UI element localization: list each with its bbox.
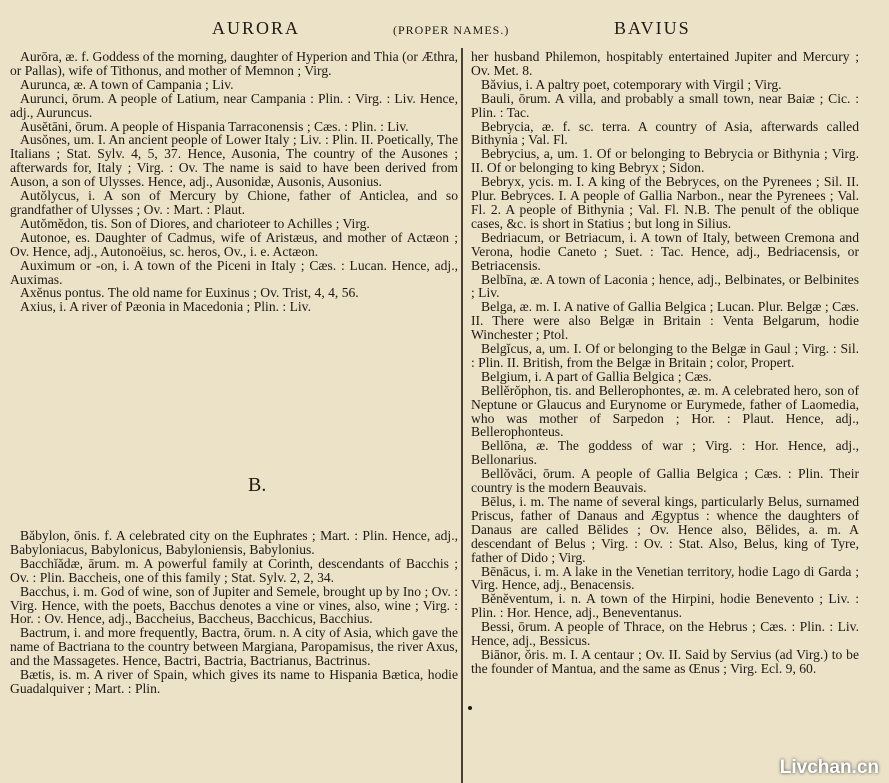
column-divider: [461, 48, 463, 783]
entry-benacus: Bēnācus, i. m. A lake in the Venetian territory, hodie Lago di Garda ; Virg. Hence, adj., Benacensis.: [471, 563, 859, 593]
header-left-word: AURORA: [212, 18, 301, 38]
entry-axenus: Axĕnus pontus. The old name for Euxinus ; Ov. Trist, 4, 4, 56.: [20, 285, 359, 301]
right-column: [471, 50, 859, 676]
entry-bebrycius: Bebrycius, a, um. 1. Of or belonging to Bebrycia or Bithynia ; Virg. II. Of or belonging to king Bebryx ; Sidon.: [471, 146, 859, 176]
header-right-word: BAVIUS: [614, 18, 691, 38]
entry-aurunci: Aurunci, ōrum. A people of Latium, near Campania : Plin. : Virg. : Liv. Hence, adj., Auruncus.: [10, 90, 458, 120]
entry-autonoe: Autonoe, es. Daughter of Cadmus, wife of Aristæus, and mother of Actæon ; Ov. Hence, adj., Autonoëius, sc. heros, Ov., i. e. Actæon.: [10, 229, 458, 259]
entry-baetis: Bætis, is. m. A river of Spain, which gives its name to Hispania Bætica, hodie Guadalquiver ; Mart. : Plin.: [10, 667, 458, 696]
entry-bacchus: Bacchus, i. m. God of wine, son of Jupiter and Semele, brought up by Ino ; Ov. : Virg. Hence, with the poets, Bacchus denotes a vine or vines, also, wine ; Virg. : Hor. : Ov. Hence, adj., Baccheius, Baccheus, Bacchicus, Bacchius.: [10, 583, 458, 627]
entry-bacchiadae: Bacchĭădæ, ārum. m. A powerful family at Corinth, descendants of Bacchis ; Ov. : Plin. Baccheis, one of this family ; Stat. Sylv. 2, 2, 34.: [10, 555, 458, 585]
entry-automedon: Autŏmĕdon, tis. Son of Diores, and charioteer to Achilles ; Virg.: [20, 215, 370, 231]
entry-bebrycia: Bebrycia, æ. f. sc. terra. A country of Asia, afterwards called Bithynia ; Val. Fl.: [471, 118, 859, 148]
entry-belbina: Belbīna, æ. A town of Laconia ; hence, adj., Belbinates, or Belbinites ; Liv.: [471, 271, 859, 301]
header-center-label: (PROPER NAMES.): [393, 23, 510, 37]
left-column-b: [10, 529, 458, 696]
watermark: Livchan.cn: [779, 757, 879, 778]
entry-ausones: Ausŏnes, um. I. An ancient people of Lower Italy ; Liv. : Plin. II. Poetically, The Italians ; Stat. Sylv. 4, 5, 37. Hence, Ausonia, The country of the Ausones ; afterwards for, Italy ; Virg. : Ov. The name is said to have been derived from Auson, a son of Ulysses. Hence, adj., Ausonidæ, Ausonis, Ausonius.: [10, 132, 458, 190]
entry-beneventum: Bĕnĕventum, i. n. A town of the Hirpini, hodie Benevento ; Liv. : Plin. : Hor. Hence, adj., Beneventanus.: [471, 591, 859, 621]
entry-aurunca: Aurunca, æ. A town of Campania ; Liv.: [20, 76, 234, 92]
running-header: [0, 18, 889, 48]
margin-dot: [468, 706, 472, 710]
entry-belgicus: Belgĭcus, a, um. I. Of or belonging to the Belgæ in Gaul ; Virg. : Sil. : Plin. II. British, from the Belgæ in Britain ; color, Propert.: [471, 341, 859, 370]
entry-belga: Belga, æ. m. I. A native of Gallia Belgica ; Lucan. Plur. Belgæ ; Cæs. II. There were also Belgæ in Britain : Venta Belgarum, hodie Winchester ; Ptol.: [471, 299, 859, 343]
entry-bellerophon: Bellĕrŏphon, tis. and Bellerophontes, æ. m. A celebrated hero, son of Neptune or Glaucus and Eurynome or Eurymede, father of Laomedia, who was mother of Sarpedon ; Hor. : Plaut. Hence, adj., Bellerophonteus.: [471, 382, 859, 440]
section-heading-b: B.: [248, 474, 267, 496]
entry-bedriacum: Bedriacum, or Betriacum, i. A town of Italy, between Cremona and Verona, hodie Caneto ; Suet. : Tac. Hence, adj., Bedriacensis, or Betriacensis.: [471, 229, 859, 273]
entry-bessi: Bessi, ōrum. A people of Thrace, on the Hebrus ; Cæs. : Plin. : Liv. Hence, adj., Bessicus.: [471, 619, 859, 649]
entry-ausetani: Ausĕtāni, ōrum. A people of Hispania Tarraconensis ; Cæs. : Plin. : Liv.: [20, 118, 409, 134]
entry-baucis-continued: her husband Philemon, hospitably entertained Jupiter and Mercury ; Ov. Met. 8.: [471, 49, 859, 78]
entry-bauli: Bauli, ōrum. A villa, and probably a small town, near Baiæ ; Cic. : Plin. : Tac.: [471, 90, 859, 120]
entry-bianor: Biānor, ŏris. m. I. A centaur ; Ov. II. Said by Servius (ad Virg.) to be the founder of Mantua, and the same as Œnus ; Virg. Ecl. 9, 60.: [471, 646, 859, 676]
entry-bactrum: Bactrum, i. and more frequently, Bactra, ōrum. n. A city of Asia, which gave the name of Bactriana to the country between Margiana, Paropamisus, the river Axus, and the Massagetes. Hence, Bactri, Bactria, Bactrianus, Bactrinus.: [10, 625, 458, 669]
entry-bellona: Bellōna, æ. The goddess of war ; Virg. : Hor. Hence, adj., Bellonarius.: [471, 438, 859, 468]
entry-bebryx: Bebryx, ycis. m. I. A king of the Bebryces, on the Pyrenees ; Sil. II. Plur. Bebryces. I. A people of Gallia Narbon., near the Pyrenees ; Val. Fl. 2. A people of Bithynia ; Val. Fl. N.B. The penult of the oblique cases, &c. is short in Statius ; but long in Silius.: [471, 174, 859, 231]
left-column-a: [10, 50, 458, 314]
entry-belgium: Belgium, i. A part of Gallia Belgica ; Cæs.: [481, 368, 712, 384]
entry-belus: Bēlus, i. m. The name of several kings, particularly Belus, surnamed Priscus, father of Danaus and Ægyptus : whence the daughters of Danaus are called Bēlides ; Ov. Hence also, Bēlides, a. m. A descendant of Belus ; Virg. : Ov. : Stat. Also, Belus, king of Tyre, father of Dido ; Virg.: [471, 494, 859, 565]
entry-babylon: Băbylon, ōnis. f. A celebrated city on the Euphrates ; Mart. : Plin. Hence, adj., Babyloniacus, Babylonicus, Babyloniensis, Babylonius.: [10, 528, 458, 557]
entry-auximum: Auximum or -on, i. A town of the Piceni in Italy ; Cæs. : Lucan. Hence, adj., Auximas.: [10, 257, 458, 287]
entry-bellovaci: Bellŏvăci, ōrum. A people of Gallia Belgica ; Cæs. : Plin. Their country is the modern Beauvais.: [471, 466, 859, 496]
entry-bavius: Băvius, i. A paltry poet, cotemporary with Virgil ; Virg.: [481, 76, 782, 92]
entry-aurora: Aurōra, æ. f. Goddess of the morning, daughter of Hyperion and Thia (or Æthra, or Pallas), wife of Tithonus, and mother of Memnon ; Virg.: [10, 49, 458, 78]
entry-axius: Axius, i. A river of Pæonia in Macedonia ; Plin. : Liv.: [20, 299, 311, 315]
entry-autolycus: Autŏlycus, i. A son of Mercury by Chione, father of Anticlea, and so grandfather of Ulysses ; Ov. : Mart. : Plaut.: [10, 188, 458, 217]
